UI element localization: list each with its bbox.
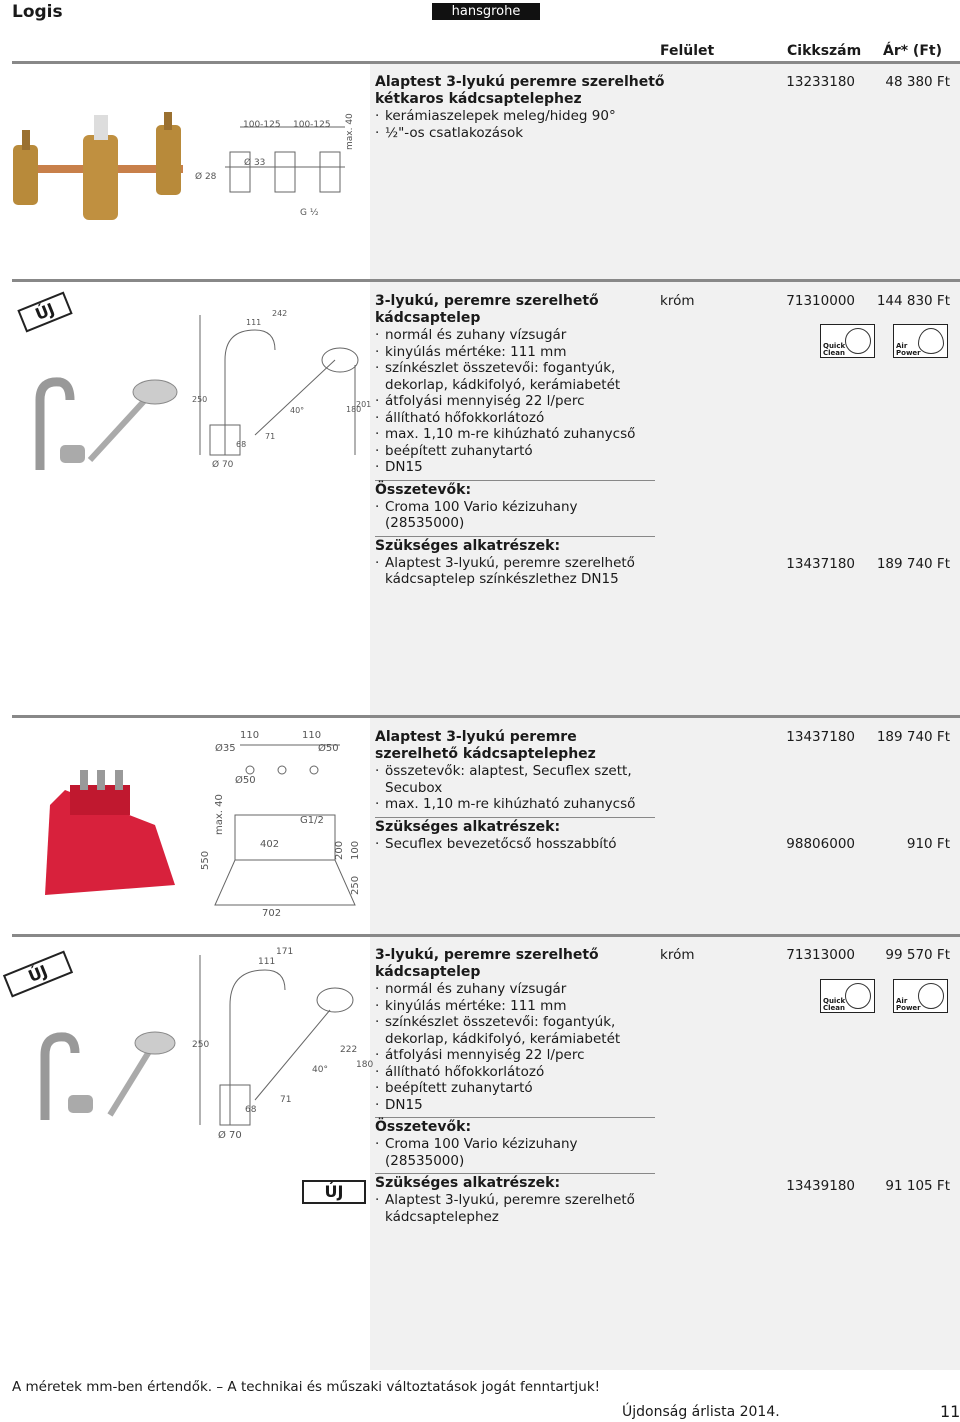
required-item: · Alaptest 3-lyukú, peremre szerelhető kádcsaptelep színkészlethez DN15	[375, 555, 655, 588]
sku: 13233180	[786, 74, 855, 90]
faucet-image	[30, 1025, 180, 1125]
dim-label: 110	[302, 730, 322, 741]
component-item: · Croma 100 Vario kézizuhany (28535000)	[375, 499, 655, 532]
quick-clean-badge: Quick Clean	[820, 979, 875, 1013]
feature-bullet: · kinyúlás mértéke: 111 mm	[375, 998, 655, 1015]
sku: 13437180	[786, 729, 855, 745]
divider	[12, 279, 960, 282]
dim-label: 702	[262, 908, 282, 919]
components-heading: Összetevők:	[375, 481, 472, 498]
dim-label: 111	[246, 318, 262, 327]
new-badge: ÚJ	[17, 292, 72, 333]
dim-label: 100-125	[293, 120, 331, 130]
feature-bullet: · ½"-os csatlakozások	[375, 125, 665, 142]
dim-label: G ½	[300, 208, 319, 218]
faucet-dimension-drawing	[195, 305, 365, 465]
feature-bullet: · max. 1,10 m-re kihúzható zuhanycső	[375, 426, 655, 443]
dim-label: 100	[350, 840, 361, 860]
dim-label: Ø50	[318, 743, 339, 754]
feature-bullet: · DN15	[375, 459, 655, 476]
feature-bullet: · beépített zuhanytartó	[375, 1080, 655, 1097]
dim-label: max. 40	[345, 113, 355, 150]
new-badge: ÚJ	[3, 951, 73, 998]
air-power-icon	[918, 983, 944, 1009]
required-item: · Secuflex bevezetőcső hosszabbító	[375, 836, 655, 853]
dim-label: 68	[245, 1105, 257, 1115]
dim-label: 201	[356, 400, 372, 409]
divider	[12, 715, 960, 718]
surface: króm	[660, 293, 695, 309]
col-price: Ár* (Ft)	[883, 43, 942, 59]
dim-label: 100-125	[243, 120, 281, 130]
dim-label: 40°	[312, 1065, 328, 1075]
required-heading: Szükséges alkatrészek:	[375, 537, 561, 554]
sku: 13437180	[786, 556, 855, 572]
product-description	[375, 947, 655, 1225]
feature-bullet: · összetevők: alaptest, Secuflex szett, Secubox	[375, 763, 655, 796]
dim-label: 71	[265, 432, 276, 441]
dim-label: Ø35	[215, 743, 236, 754]
dim-label: 242	[272, 309, 288, 318]
dim-label: 250	[192, 1040, 210, 1050]
valve-body-image	[8, 110, 188, 230]
dim-label: 550	[200, 850, 211, 870]
sku: 13439180	[786, 1178, 855, 1194]
new-badge: ÚJ	[302, 1180, 366, 1204]
feature-bullet: · kerámiaszelepek meleg/hideg 90°	[375, 108, 665, 125]
feature-bullet: · átfolyási mennyiség 22 l/perc	[375, 393, 655, 410]
price: 99 570 Ft	[885, 947, 950, 963]
installation-box-image	[35, 765, 185, 905]
feature-bullet: · beépített zuhanytartó	[375, 443, 655, 460]
feature-bullet: · állítható hőfokkorlátozó	[375, 410, 655, 427]
sku: 71313000	[786, 947, 855, 963]
dim-label: Ø 28	[195, 172, 217, 182]
quick-clean-badge: Quick Clean	[820, 324, 875, 358]
price: 910 Ft	[906, 836, 950, 852]
brand-logo: hansgrohe	[432, 3, 540, 20]
dim-label: 171	[276, 947, 294, 957]
footer-edition: Újdonság árlista 2014.	[622, 1404, 780, 1420]
dim-label: 71	[280, 1095, 292, 1105]
dim-label: 250	[350, 875, 361, 895]
divider	[12, 61, 960, 64]
required-item: · Alaptest 3-lyukú, peremre szerelhető kádcsaptelephez	[375, 1192, 655, 1225]
feature-bullet: · színkészlet összetevői: fogantyúk, dekorlap, kádkifolyó, kerámiabetét	[375, 360, 655, 393]
product-description	[375, 74, 665, 141]
dim-label: Ø50	[235, 775, 256, 786]
product-title: 3-lyukú, peremre szerelhető kádcsaptelep	[375, 293, 599, 326]
price: 189 740 Ft	[876, 556, 950, 572]
dim-label: 200	[334, 840, 345, 860]
feature-bullet: · átfolyási mennyiség 22 l/perc	[375, 1047, 655, 1064]
product-title: Alaptest 3-lyukú peremre szerelhető kádcsaptelephez	[375, 729, 596, 762]
dim-label: 111	[258, 957, 276, 967]
surface: króm	[660, 947, 695, 963]
faucet-dimension-drawing	[195, 950, 365, 1135]
dim-label: 180	[346, 405, 362, 414]
air-power-badge: Air Power	[893, 979, 948, 1013]
price: 189 740 Ft	[876, 729, 950, 745]
feature-bullet: · színkészlet összetevői: fogantyúk, dekorlap, kádkifolyó, kerámiabetét	[375, 1014, 655, 1047]
component-item: · Croma 100 Vario kézizuhany (28535000)	[375, 1136, 655, 1169]
quick-clean-icon	[845, 983, 871, 1009]
price: 91 105 Ft	[885, 1178, 950, 1194]
components-heading: Összetevők:	[375, 1119, 472, 1135]
footer-note: A méretek mm-ben értendők. – A technikai és műszaki változtatások jogát fenntartjuk!	[12, 1379, 601, 1395]
feature-bullet: · normál és zuhany vízsugár	[375, 981, 655, 998]
dim-label: Ø 70	[218, 1130, 242, 1141]
dim-label: G1/2	[300, 815, 324, 826]
dim-label: Ø 70	[212, 460, 234, 470]
air-power-icon	[918, 328, 944, 354]
feature-bullet: · állítható hőfokkorlátozó	[375, 1064, 655, 1081]
product-description	[375, 293, 655, 588]
product-description	[375, 729, 655, 852]
sku: 98806000	[786, 836, 855, 852]
series-title: Logis	[12, 2, 63, 22]
dim-label: 40°	[290, 406, 305, 415]
price: 48 380 Ft	[885, 74, 950, 90]
price: 144 830 Ft	[876, 293, 950, 309]
dim-label: 68	[236, 440, 247, 449]
feature-bullet: · max. 1,10 m-re kihúzható zuhanycső	[375, 796, 655, 813]
product-title: Alaptest 3-lyukú peremre szerelhető kétkaros kádcsaptelephez	[375, 74, 665, 107]
feature-bullet: · normál és zuhany vízsugár	[375, 327, 655, 344]
divider	[12, 934, 960, 937]
col-surface: Felület	[660, 43, 715, 59]
dim-label: 222	[340, 1045, 358, 1055]
col-sku: Cikkszám	[787, 43, 862, 59]
dim-label: 110	[240, 730, 260, 741]
feature-bullet: · kinyúlás mértéke: 111 mm	[375, 344, 655, 361]
dim-label: Ø 33	[244, 158, 266, 168]
sku: 71310000	[786, 293, 855, 309]
required-heading: Szükséges alkatrészek:	[375, 818, 561, 835]
feature-bullet: · DN15	[375, 1097, 655, 1114]
product-title: 3-lyukú, peremre szerelhető kádcsaptelep	[375, 947, 599, 980]
air-power-badge: Air Power	[893, 324, 948, 358]
dim-label: 180	[356, 1060, 374, 1070]
dim-label: 250	[192, 395, 208, 404]
page-number: 11	[940, 1402, 960, 1421]
dim-label: 402	[260, 839, 280, 850]
quick-clean-icon	[845, 328, 871, 354]
faucet-image	[25, 370, 185, 480]
required-heading: Szükséges alkatrészek:	[375, 1175, 561, 1191]
dim-label: max. 40	[214, 794, 225, 835]
